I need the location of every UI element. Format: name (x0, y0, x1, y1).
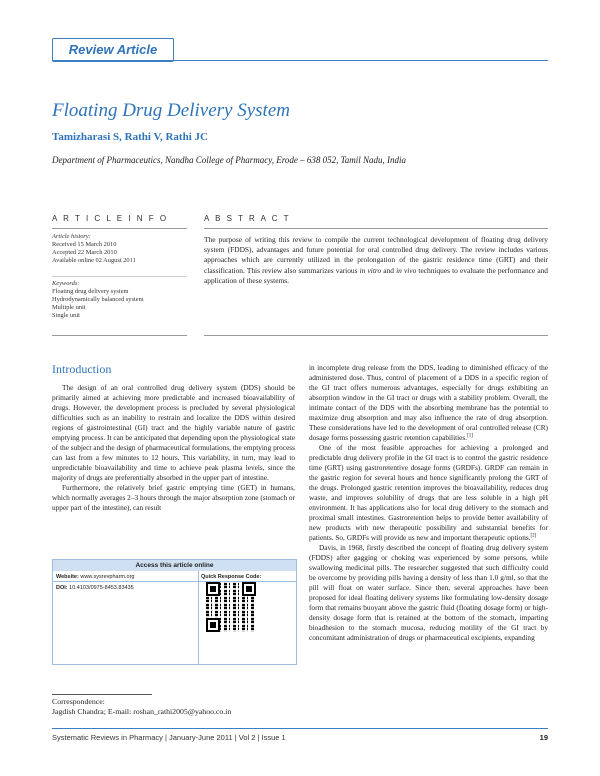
keywords-block (52, 280, 144, 320)
abstract-rule (204, 228, 548, 229)
review-article-badge: Review Article (52, 38, 174, 62)
article-affiliation: Department of Pharmaceutics, Nandha College of Pharmacy, Erode – 638 052, Tamil Nadu, India (52, 155, 407, 165)
intro-paragraph: Furthermore, the relatively brief gastric emptying time (GET) in humans, which normally averages 2–3 hours through the major absorption zone (stomach or upper part of the intestine), can result (52, 483, 295, 512)
qr-finder (242, 582, 256, 596)
online-date: Available online 02 August 2011 (52, 257, 136, 264)
doi-row: DOI: 10.4103/0975-8453.83435 (56, 585, 134, 591)
website-link[interactable]: www.sysrevpharm.org (80, 574, 135, 580)
article-info-heading: A R T I C L E I N F O (52, 214, 169, 223)
article-history (52, 233, 136, 265)
keyword: Multiple unit (52, 304, 86, 311)
footer-journal: Systematic Reviews in Pharmacy | January-June 2011 | Vol 2 | Issue 1 (52, 733, 286, 742)
page-number: 19 (539, 733, 548, 742)
access-vdivider (198, 571, 199, 664)
citation[interactable]: [1] (467, 433, 473, 439)
qr-label: Quick Response Code: (201, 574, 262, 580)
intro-column-1 (52, 383, 295, 513)
correspondence-label: Correspondence: (52, 697, 105, 706)
abstract-text: The purpose of writing this review to compile the current technological development of floating drug delivery system (FDDS), advantages and future potential for oral controlled drug delivery. The review includes various approaches which are currently utilized in the prolongation of the gastric residence time (GRT) and their classification. This review also summarizes various in vitro and in vivo techniques to evaluate the performance and application of these systems. (204, 235, 548, 285)
introduction-heading: Introduction (52, 362, 112, 376)
access-title: Access this article online (53, 560, 296, 571)
intro-paragraph: One of the most feasible approaches for achieving a prolonged and predictable drug delivery profile in the GI tract is to control the gastric residence time (GRT) using gastroretentive dosage forms (GRDFs). GRDF can remain in the gastric region for several hours and hence significantly prolong the GRT of the drugs. Prolonged gastric retention improves the bioavailability, reduces drug waste, and improves solubility of drugs that are less soluble in a high pH environment. It has applications also for local drug delivery to the stomach and proximal small intestines. Gastroretention helps to provide better availability of new products with new therapeutic possibility and substantial benefits for patients. So, GRDFs will provide us new and important therapeutic options.[2] (309, 443, 548, 542)
keyword: Single unit (52, 312, 80, 319)
article-info-bottom-rule (52, 335, 187, 336)
keyword: Hydrodynamically balanced system (52, 296, 144, 303)
correspondence (52, 697, 231, 717)
access-divider (53, 581, 296, 582)
article-authors: Tamizharasi S, Rathi V, Rathi JC (52, 131, 208, 143)
accepted-date: Accepted 22 March 2010 (52, 249, 117, 256)
intro-paragraph: The design of an oral controlled drug delivery system (DDS) should be primarily aimed at achieving more predictable and increased bioavailability of drugs. However, the development process is precluded by several physiological difficulties such as an inability to restrain and localize the DDS within desired regions of gastrointestinal (GI) tract and the highly variable nature of gastric emptying process. It can be anticipated that depending upon the physiological state of the subject and the design of pharmaceutical formulations, the emptying process can last from a few minutes to 12 hours. This variability, in turn, may lead to unpredictable bioavailability and time to achieve peak plasma levels, since the majority of drugs are preferentially absorbed in the upper part of intestine. (52, 383, 295, 482)
intro-paragraph: in incomplete drug release from the DDS, leading to diminished efficacy of the administered dose. Thus, control of placement of a DDS in a specific region of the GI tract offers numerous advantages, especially for drugs exhibiting an absorption window in the GI tract or drugs with a stability problem. Overall, the intimate contact of the DDS with the absorbing membrane has the potential to maximize drug absorption and may also influence the rate of drug absorption. These considerations have led to the development of oral controlled release (CR) dosage forms possessing gastric retention capabilities.[1] (309, 363, 548, 442)
header-rule (52, 60, 548, 61)
abstract-heading: A B S T R A C T (204, 214, 291, 223)
keywords-label: Keywords: (52, 280, 80, 287)
keywords-rule (52, 276, 187, 277)
doi-value[interactable]: 10.4103/0975-8453.83435 (69, 585, 134, 591)
article-info-rule (52, 228, 187, 229)
intro-column-2 (309, 363, 548, 643)
history-label: Article history: (52, 233, 91, 240)
citation[interactable]: [2] (530, 533, 537, 539)
qr-finder (206, 618, 220, 632)
received-date: Received 15 March 2010 (52, 241, 117, 248)
abstract-bottom-rule (204, 335, 548, 336)
access-online-box (52, 559, 297, 665)
keyword: Floating drug delivery system (52, 288, 129, 295)
article-title: Floating Drug Delivery System (52, 100, 290, 121)
intro-paragraph: Davis, in 1968, firstly described the concept of floating drug delivery system (FDDS) after gagging or choking was experienced by some persons, while swallowing medicinal pills. The researcher suggested that such difficulty could be overcome by providing pills having a density of less than 1.0 g/ml, so that the pill will float on water surface. Since then, several approaches have been proposed for ideal floating delivery systems like formulating low-density dosage form that remains buoyant above the gastric fluid (floating dosage form) or high-density dosage form that is retained at the bottom of the stomach, imparting bioadhesion to the stomach mucosa, reducing motility of the GI tract by concomitant administration of drugs or pharmaceutical excipients, expanding (309, 543, 548, 642)
qr-finder (206, 582, 220, 596)
website-row: Website: www.sysrevpharm.org (56, 574, 135, 580)
footer-rule (52, 728, 548, 729)
correspondence-text: Jagdish Chandra; E-mail: roshan_rathi2005@yahoo.co.in (52, 707, 232, 716)
correspondence-rule (52, 694, 152, 695)
